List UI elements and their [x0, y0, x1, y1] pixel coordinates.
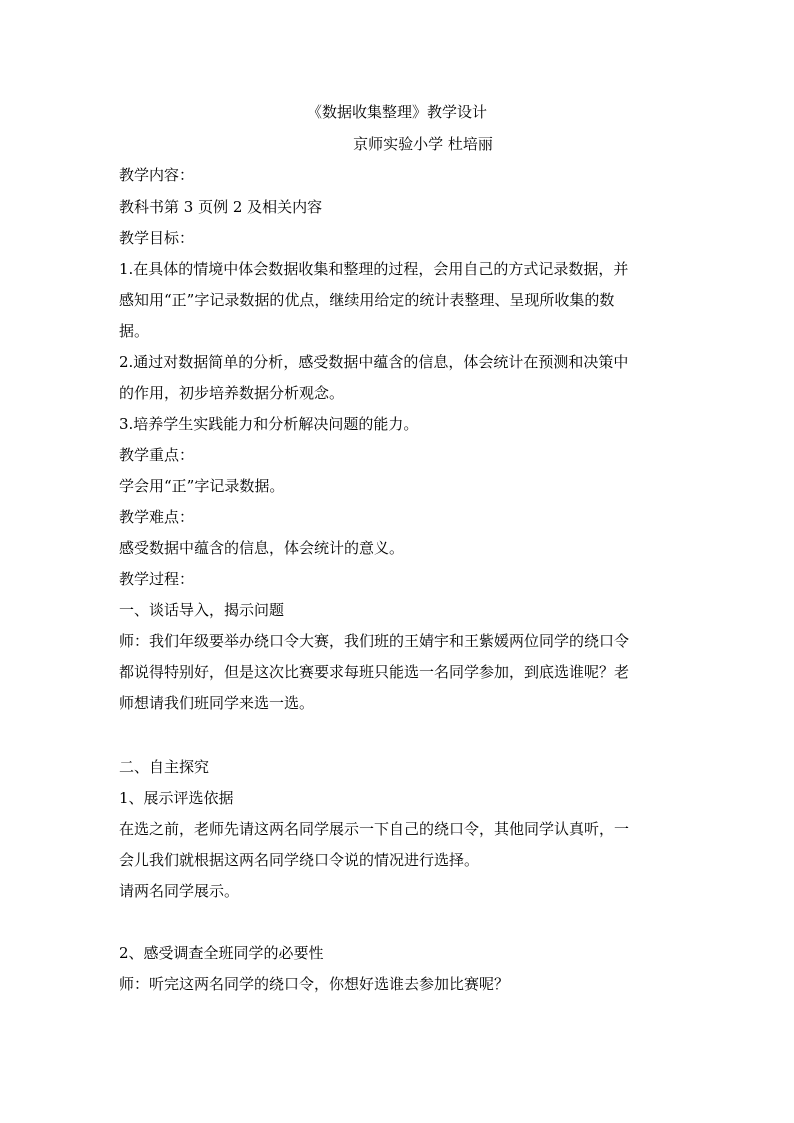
- section-heading-key-point: 教学重点：: [119, 446, 195, 464]
- section-heading-objectives: 教学目标：: [119, 229, 195, 247]
- part-1-paragraph-line-3: 师想请我们班同学来选一选。: [119, 694, 315, 712]
- section-heading-content: 教学内容：: [119, 166, 195, 184]
- subsection-1-paragraph-line-1: 在选之前，老师先请这两名同学展示一下自己的绕口令，其他同学认真听，一: [119, 820, 630, 838]
- part-1-heading: 一、谈话导入，揭示问题: [119, 601, 285, 619]
- objective-1-line-2: 感知用“正”字记录数据的优点，继续用给定的统计表整理、呈现所收集的数: [119, 291, 615, 309]
- part-2-heading: 二、自主探究: [119, 758, 210, 776]
- difficulty-text: 感受数据中蕴含的信息，体会统计的意义。: [119, 539, 405, 557]
- document-title: 《数据收集整理》教学设计: [306, 103, 487, 121]
- section-heading-process: 教学过程：: [119, 570, 195, 588]
- objective-2-line-2: 的作用，初步培养数据分析观念。: [119, 384, 345, 402]
- subsection-1-heading: 1、展示评选依据: [119, 789, 234, 807]
- subsection-1-note: 请两名同学展示。: [119, 882, 240, 900]
- objective-1-line-3: 据。: [119, 322, 150, 340]
- part-1-paragraph-line-2: 都说得特别好，但是这次比赛要求每班只能选一名同学参加，到底选谁呢？老: [119, 663, 630, 681]
- subsection-2-heading: 2、感受调查全班同学的必要性: [119, 944, 324, 962]
- part-1-paragraph-line-1: 师：我们年级要举办绕口令大赛，我们班的王婧宇和王紫媛两位同学的绕口令: [119, 632, 630, 650]
- objective-1-line-1: 1.在具体的情境中体会数据收集和整理的过程，会用自己的方式记录数据，并: [119, 260, 629, 278]
- objective-2-line-1: 2.通过对数据简单的分析，感受数据中蕴含的信息，体会统计在预测和决策中: [119, 353, 629, 371]
- objective-3: 3.培养学生实践能力和分析解决问题的能力。: [119, 415, 419, 433]
- subsection-2-paragraph: 师：听完这两名同学的绕口令，你想好选谁去参加比赛呢？: [119, 975, 510, 993]
- section-heading-difficulty: 教学难点：: [119, 508, 195, 526]
- content-text: 教科书第 3 页例 2 及相关内容: [119, 198, 323, 216]
- author-line: 京师实验小学 杜培丽: [353, 135, 493, 153]
- subsection-1-paragraph-line-2: 会儿我们就根据这两名同学绕口令说的情况进行选择。: [119, 851, 480, 869]
- key-point-text: 学会用“正”字记录数据。: [119, 477, 285, 495]
